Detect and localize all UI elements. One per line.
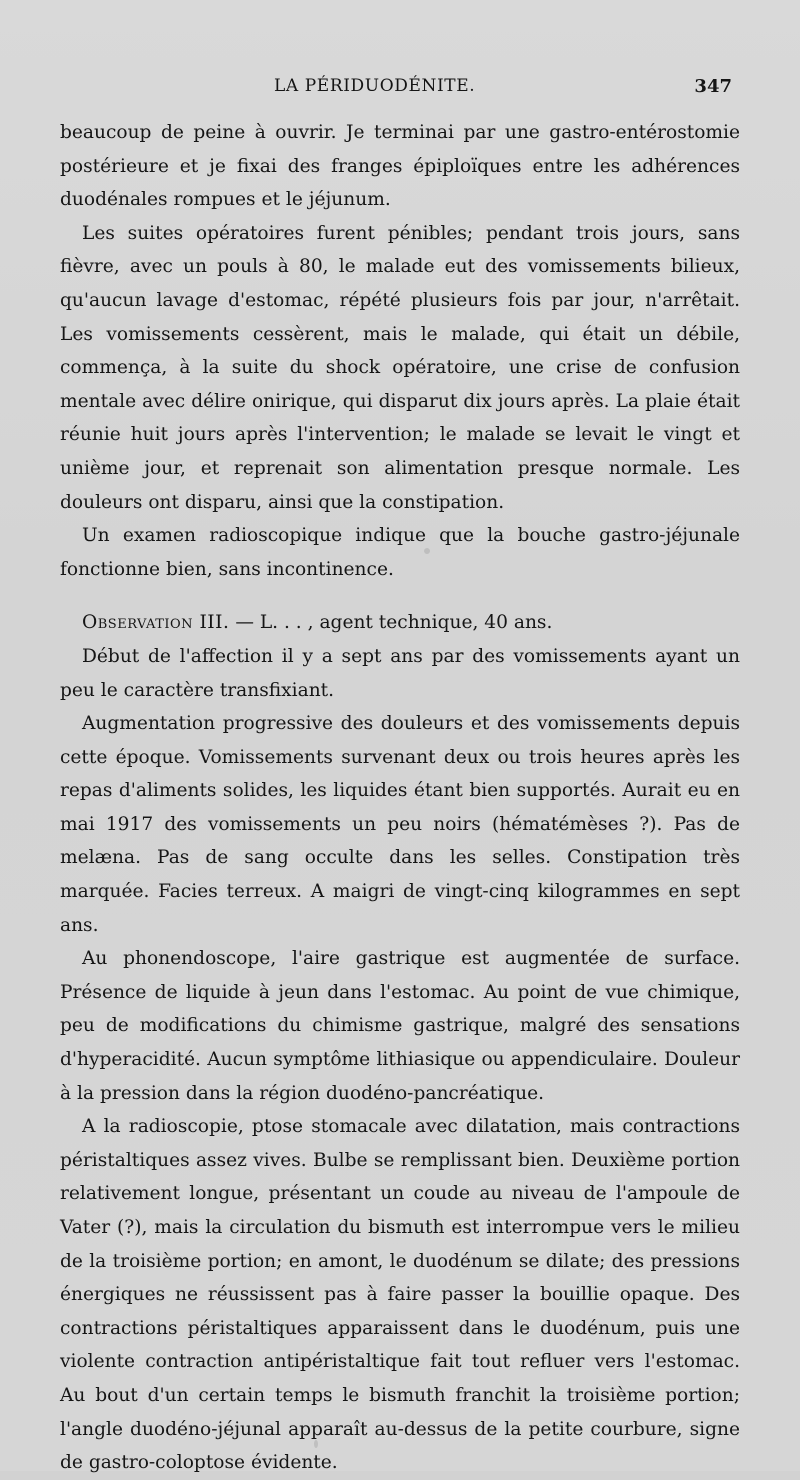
paragraph: Au phonendoscope, l'aire gastrique est augmentée de surface. Présence de liquide à jeun dans l'estomac. Au point de vue chimique, peu de modifications du chimisme gastrique, malgré des sensations d'hyperacidité. Aucun symptôme lithiasique ou appendiculaire. Douleur à la pression dans la région duodéno-pancréatique. [60, 948, 740, 1104]
paragraph: beaucoup de peine à ouvrir. Je terminai par une gastro-entérostomie postérieure et je fixai des franges épiploïques entre les adhérences duodénales rompues et le jéjunum. [60, 122, 740, 211]
paragraph: Augmentation progressive des douleurs et des vomissements depuis cette époque. Vomissements survenant deux ou trois heures après les repas d'aliments solides, les liquides étant bien supportés. Aurait eu en mai 1917 des vomissements un peu noirs (hématémèses ?). Pas de melæna. Pas de sang occulte dans les selles. Constipation très marquée. Facies terreux. A maigri de vingt-cinq kilogrammes en sept ans. [60, 713, 740, 936]
section-gap [60, 586, 740, 606]
running-title: LA PÉRIDUODÉNITE. [274, 76, 476, 96]
observation-label: Observation III. [82, 612, 230, 634]
page-number: 347 [694, 76, 732, 97]
paragraph: Un examen radioscopique indique que la bouche gastro-jéjunale fonctionne bien, sans incontinence. [60, 525, 740, 580]
paragraph: Début de l'affection il y a sept ans par des vomissements ayant un peu le caractère transfixiant. [60, 645, 740, 701]
observation-heading [60, 606, 740, 640]
paragraph: A la radioscopie, ptose stomacale avec dilatation, mais contractions péristaltiques assez vives. Bulbe se remplissant bien. Deuxième portion relativement longue, présentant un coude au niveau de l'ampoule de Vater (?), mais la circulation du bismuth est interrompue vers le milieu de la troisième portion; en amont, le duodénum se dilate; des pressions énergiques ne réussissent pas à faire passer la bouillie opaque. Des contractions péristaltiques apparaissent dans le duodénum, puis une violente contraction antipéristaltique fait tout refluer vers l'estomac. Au bout d'un certain temps le bismuth franchit la troisième portion; l'angle duodéno-jéjunal apparaît au-dessus de la petite courbure, signe de gastro-coloptose évidente. [60, 1116, 740, 1474]
page-header [60, 76, 732, 104]
body-text [60, 116, 740, 1480]
observation-heading-text: — L. . . , agent technique, 40 ans. [229, 612, 553, 634]
paragraph: Les suites opératoires furent pénibles; pendant trois jours, sans fièvre, avec un pouls à 80, le malade eut des vomissements bilieux, qu'aucun lavage d'estomac, répété plusieurs fois par jour, n'arrêtait. Les vomissements cessèrent, mais le malade, qui était un débile, commença, à la suite du shock opératoire, une crise de confusion mentale avec délire onirique, qui disparut dix jours après. La plaie était réunie huit jours après l'intervention; le malade se levait le vingt et unième jour, et reprenait son alimentation presque normale. Les douleurs ont disparu, ainsi que la constipation. [60, 222, 740, 513]
